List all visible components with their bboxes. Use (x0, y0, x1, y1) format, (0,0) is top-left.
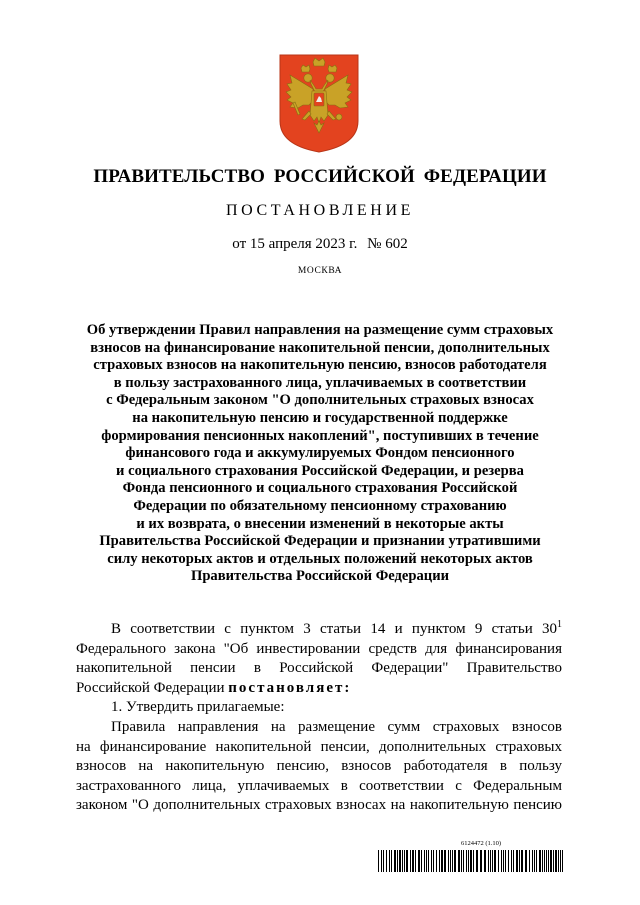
heading-line: на накопительную пенсию и государственной поддержке (132, 409, 508, 426)
body-line: 1. Утвердить прилагаемые: (111, 699, 285, 716)
heading-line: страховых взносов на накопительную пенсию, взносов работодателя (93, 357, 547, 374)
heading-line: взносов на финансирование накопительной пенсии, дополнительных (90, 339, 550, 356)
heading-line: и социального страхования Российской Федерации, и резерва (116, 462, 524, 479)
government-title: ПРАВИТЕЛЬСТВО РОССИЙСКОЙ ФЕДЕРАЦИИ (93, 166, 547, 187)
body-line: накопительной пенсии в Российской Федерации" Правительство (76, 660, 562, 677)
document-heading (60, 322, 580, 586)
document-date: 15 апреля 2023 г. (249, 236, 358, 252)
date-and-number (0, 236, 640, 253)
body-line (76, 620, 562, 640)
superscript: 1 (557, 619, 562, 630)
date-prefix: от (232, 236, 247, 252)
document-body (76, 620, 562, 816)
heading-line: Федерации по обязательному пенсионному страхованию (133, 497, 507, 514)
heading-line: Об утверждении Правил направления на размещение сумм страховых (86, 322, 554, 338)
body-line-text: В соответствии с пунктом 3 статьи 14 и пунктом 9 статьи 30 (111, 621, 557, 637)
heading-line: и их возврата, о внесении изменений в некоторые акты (136, 515, 504, 532)
body-line-text: Российской Федерации (76, 679, 225, 696)
body-line: Федерального закона "Об инвестировании средств для финансирования (76, 640, 562, 657)
heading-line: финансового года и аккумулируемых Фондом пенсионного (125, 445, 515, 462)
heading-line: в пользу застрахованного лица, уплачиваемых в соответствии (113, 374, 527, 391)
resolves-word: постановляет: (228, 679, 352, 696)
heading-line: Правительства Российской Федерации (190, 568, 450, 585)
heading-line: Фонда пенсионного и социального страхования Российской (122, 480, 518, 497)
city: МОСКВА (297, 266, 343, 276)
body-line: взносов на накопительную пенсию, взносов работодателя в пользу (76, 758, 562, 775)
number-sign: № (367, 236, 382, 252)
body-line: на финансирование накопительной пенсии, дополнительных страховых (76, 738, 562, 755)
document-type: ПОСТАНОВЛЕНИЕ (226, 202, 414, 219)
heading-line: Правительства Российской Федерации и признании утратившими (99, 533, 541, 550)
coat-of-arms-emblem (277, 53, 361, 153)
body-line (76, 679, 562, 699)
body-line: застрахованного лица, уплачиваемых в соответствии с Федеральным (76, 777, 562, 794)
heading-line: силу некоторых актов и отдельных положений некоторых актов (107, 550, 533, 567)
heading-line: с Федеральным законом "О дополнительных страховых взносах (106, 392, 534, 409)
document-number: 602 (385, 236, 408, 252)
barcode-number: 6124472 (1.10) (461, 840, 502, 847)
body-line: Правила направления на размещение сумм страховых взносов (111, 718, 562, 735)
barcode-icon (378, 850, 563, 872)
heading-line: формирования пенсионных накоплений", поступивших в течение (101, 427, 539, 444)
body-line: законом "О дополнительных страховых взносах на накопительную пенсию (76, 797, 562, 814)
